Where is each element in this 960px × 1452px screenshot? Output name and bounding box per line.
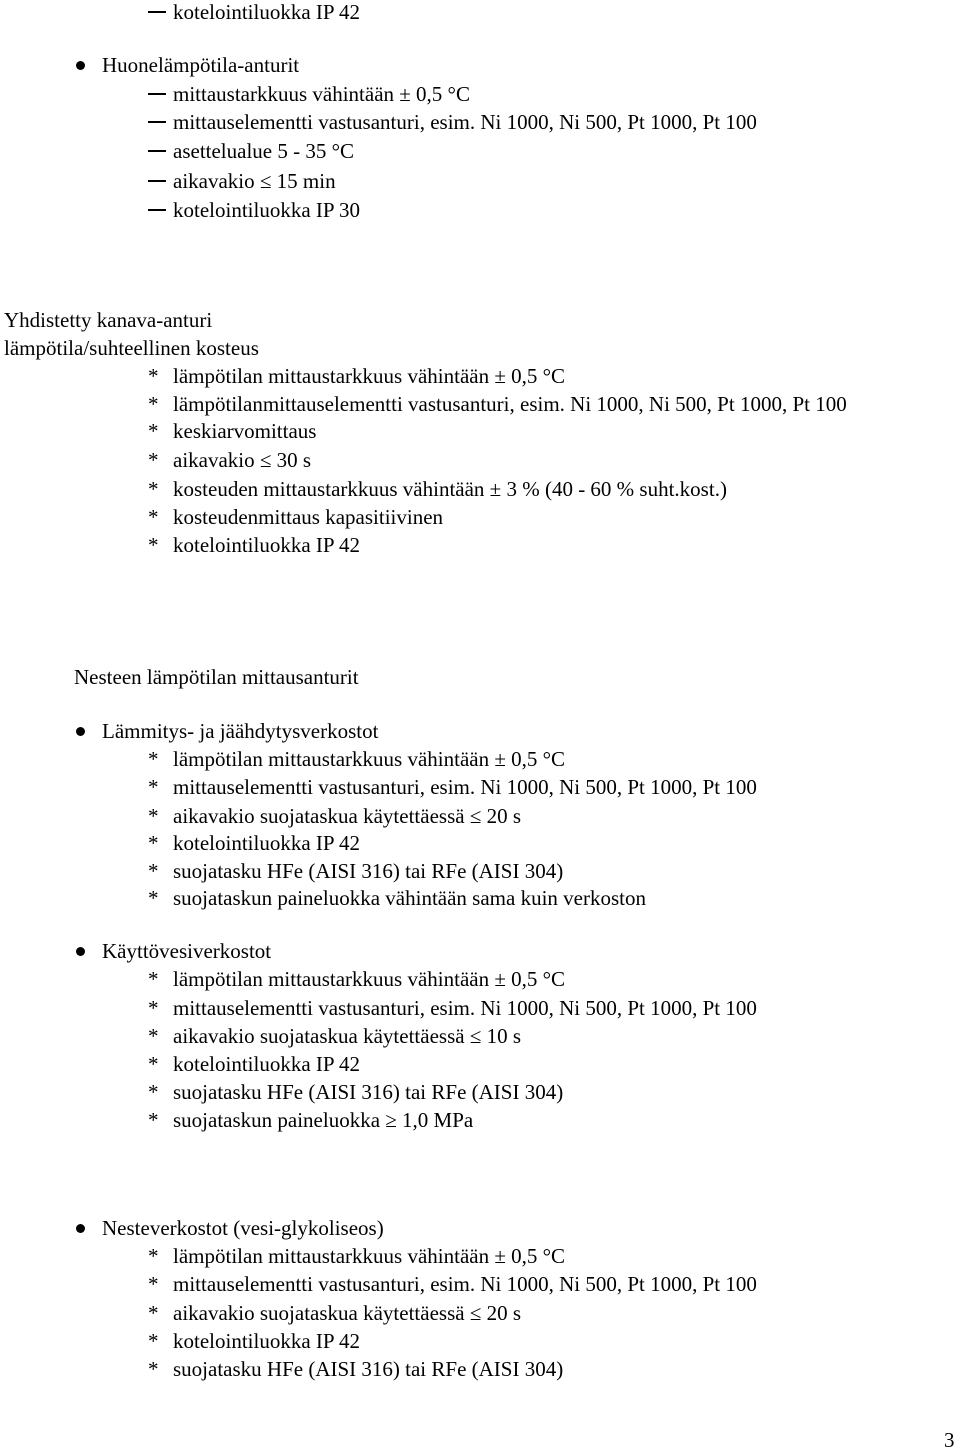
section-title: Huonelämpötila-anturit xyxy=(102,53,300,77)
item-text: mittauselementti vastusanturi, esim. Ni 1000, Ni 500, Pt 1000, Pt 100 xyxy=(173,110,757,134)
asterisk-marker: * xyxy=(148,1301,159,1325)
spec-line xyxy=(0,533,960,557)
spec-line xyxy=(0,419,960,443)
spec-line xyxy=(0,448,960,472)
section-title-duct-sensor xyxy=(0,308,960,332)
item-text: mittauselementti vastusanturi, esim. Ni 1000, Ni 500, Pt 1000, Pt 100 xyxy=(173,996,757,1020)
item-text: aikavakio suojataskua käytettäessä ≤ 20 s xyxy=(173,1301,522,1325)
spec-line xyxy=(0,1329,960,1353)
item-text: aikavakio suojataskua käytettäessä ≤ 20 s xyxy=(173,804,522,828)
asterisk-marker: * xyxy=(148,533,159,557)
asterisk-marker: * xyxy=(148,1080,159,1104)
section-heading: Nesteen lämpötilan mittausanturit xyxy=(74,665,359,689)
spec-line xyxy=(0,392,960,416)
section-subtitle: lämpötila/suhteellinen kosteus xyxy=(4,336,259,360)
asterisk-marker: * xyxy=(148,392,159,416)
spec-line xyxy=(0,1272,960,1296)
spec-line xyxy=(0,477,960,501)
list-item xyxy=(0,169,960,193)
asterisk-marker: * xyxy=(148,859,159,883)
item-text: lämpötilanmittauselementti vastusanturi, esim. Ni 1000, Ni 500, Pt 1000, Pt 100 xyxy=(173,392,847,416)
asterisk-marker: * xyxy=(148,996,159,1020)
spec-line xyxy=(0,505,960,529)
spec-line xyxy=(0,1024,960,1048)
list-item xyxy=(0,110,960,134)
bullet-marker xyxy=(76,727,85,736)
bullet-marker xyxy=(76,947,85,956)
spec-line xyxy=(0,1244,960,1268)
item-text: suojataskun paineluokka vähintään sama kuin verkoston xyxy=(173,886,646,910)
spec-line xyxy=(0,886,960,910)
item-text: mittauselementti vastusanturi, esim. Ni 1000, Ni 500, Pt 1000, Pt 100 xyxy=(173,1272,757,1296)
spec-line xyxy=(0,804,960,828)
item-text: aikavakio ≤ 15 min xyxy=(173,169,336,193)
item-text: kosteuden mittaustarkkuus vähintään ± 3 % (40 - 60 % suht.kost.) xyxy=(173,477,727,501)
item-text: kotelointiluokka IP 42 xyxy=(173,0,361,24)
item-text: keskiarvomittaus xyxy=(173,419,317,443)
asterisk-marker: * xyxy=(148,1329,159,1353)
group-title-glycol xyxy=(0,1216,960,1240)
spec-line xyxy=(0,996,960,1020)
item-text: aikavakio suojataskua käytettäessä ≤ 10 s xyxy=(173,1024,522,1048)
asterisk-marker: * xyxy=(148,1357,159,1381)
item-text: kotelointiluokka IP 42 xyxy=(173,533,361,557)
dash-marker xyxy=(148,209,166,211)
item-text: mittaustarkkuus vähintään ± 0,5 °C xyxy=(173,82,470,106)
item-text: kosteudenmittaus kapasitiivinen xyxy=(173,505,444,529)
group-title-heating-cooling xyxy=(0,719,960,743)
item-text: mittauselementti vastusanturi, esim. Ni 1000, Ni 500, Pt 1000, Pt 100 xyxy=(173,775,757,799)
spec-line xyxy=(0,1080,960,1104)
item-text: kotelointiluokka IP 42 xyxy=(173,1329,361,1353)
asterisk-marker: * xyxy=(148,364,159,388)
spec-line xyxy=(0,1052,960,1076)
list-item xyxy=(0,198,960,222)
dash-marker xyxy=(148,93,166,95)
asterisk-marker: * xyxy=(148,747,159,771)
item-text: lämpötilan mittaustarkkuus vähintään ± 0,5 °C xyxy=(173,1244,566,1268)
asterisk-marker: * xyxy=(148,804,159,828)
list-item xyxy=(0,82,960,106)
item-text: kotelointiluokka IP 42 xyxy=(173,1052,361,1076)
asterisk-marker: * xyxy=(148,1024,159,1048)
bullet-marker xyxy=(76,61,85,70)
item-text: suojatasku HFe (AISI 316) tai RFe (AISI 304) xyxy=(173,1357,564,1381)
group-title: Nesteverkostot (vesi-glykoliseos) xyxy=(102,1216,384,1240)
spec-line xyxy=(0,1301,960,1325)
spec-line xyxy=(0,364,960,388)
section-subtitle-duct-sensor xyxy=(0,336,960,360)
spec-line xyxy=(0,1108,960,1132)
section-title-room-sensors xyxy=(0,53,960,77)
asterisk-marker: * xyxy=(148,419,159,443)
asterisk-marker: * xyxy=(148,1052,159,1076)
group-title-domestic-water xyxy=(0,939,960,963)
asterisk-marker: * xyxy=(148,505,159,529)
item-text: asettelualue 5 - 35 °C xyxy=(173,139,355,163)
list-item xyxy=(0,0,960,24)
list-item xyxy=(0,139,960,163)
dash-marker xyxy=(148,11,166,13)
item-text: aikavakio ≤ 30 s xyxy=(173,448,312,472)
asterisk-marker: * xyxy=(148,1244,159,1268)
dash-marker xyxy=(148,180,166,182)
group-title: Lämmitys- ja jäähdytysverkostot xyxy=(102,719,379,743)
spec-line xyxy=(0,775,960,799)
item-text: suojatasku HFe (AISI 316) tai RFe (AISI 304) xyxy=(173,859,564,883)
bullet-marker xyxy=(76,1224,85,1233)
page-number: 3 xyxy=(944,1428,955,1452)
asterisk-marker: * xyxy=(148,831,159,855)
item-text: kotelointiluokka IP 30 xyxy=(173,198,361,222)
item-text: kotelointiluokka IP 42 xyxy=(173,831,361,855)
spec-line xyxy=(0,831,960,855)
asterisk-marker: * xyxy=(148,1272,159,1296)
asterisk-marker: * xyxy=(148,886,159,910)
item-text: lämpötilan mittaustarkkuus vähintään ± 0,5 °C xyxy=(173,747,566,771)
spec-line xyxy=(0,859,960,883)
section-title: Yhdistetty kanava-anturi xyxy=(4,308,213,332)
item-text: lämpötilan mittaustarkkuus vähintään ± 0,5 °C xyxy=(173,364,566,388)
dash-marker xyxy=(148,121,166,123)
spec-line xyxy=(0,747,960,771)
asterisk-marker: * xyxy=(148,775,159,799)
item-text: lämpötilan mittaustarkkuus vähintään ± 0,5 °C xyxy=(173,967,566,991)
asterisk-marker: * xyxy=(148,448,159,472)
spec-line xyxy=(0,1357,960,1381)
dash-marker xyxy=(148,150,166,152)
group-title: Käyttövesiverkostot xyxy=(102,939,272,963)
item-text: suojataskun paineluokka ≥ 1,0 MPa xyxy=(173,1108,474,1132)
asterisk-marker: * xyxy=(148,477,159,501)
asterisk-marker: * xyxy=(148,967,159,991)
spec-line xyxy=(0,967,960,991)
item-text: suojatasku HFe (AISI 316) tai RFe (AISI 304) xyxy=(173,1080,564,1104)
section-heading-liquid-sensors xyxy=(0,665,960,689)
asterisk-marker: * xyxy=(148,1108,159,1132)
